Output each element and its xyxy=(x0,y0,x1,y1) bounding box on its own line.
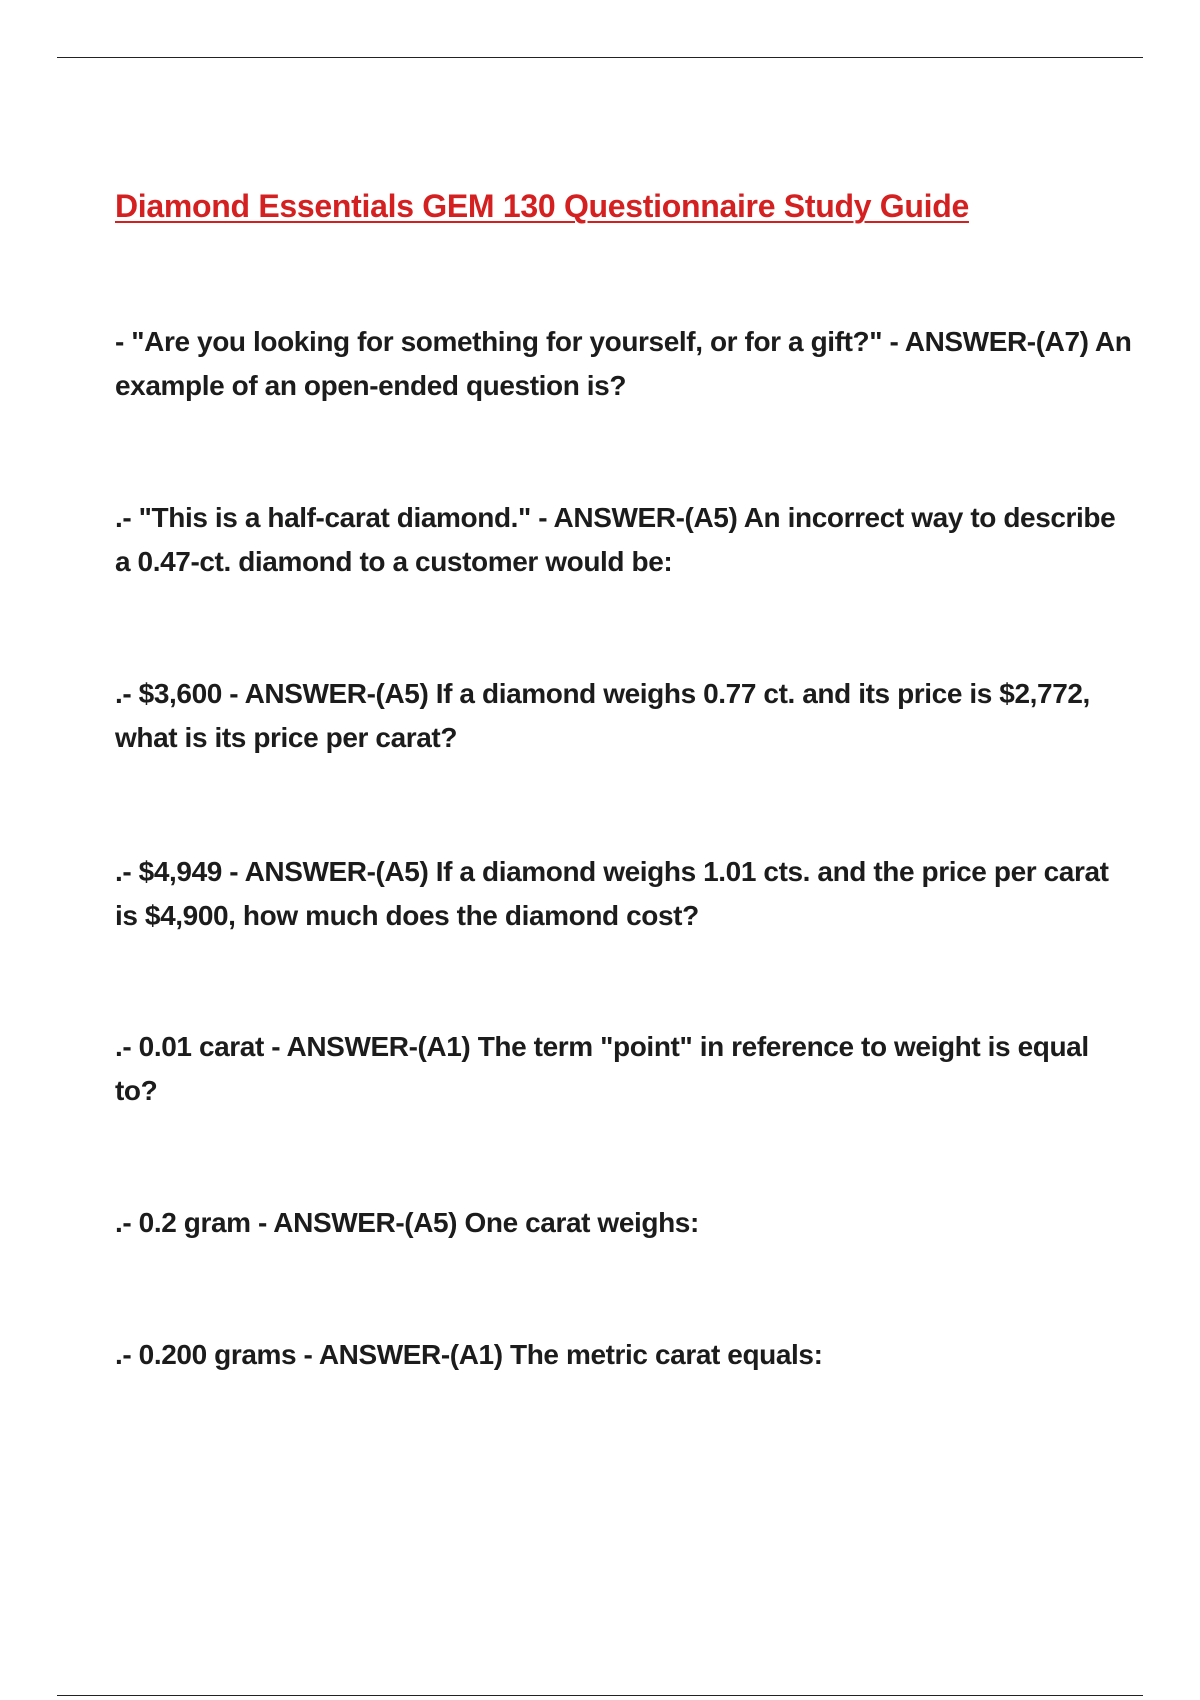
qa-item-7: .- 0.200 grams - ANSWER-(A1) The metric carat equals: xyxy=(115,1339,823,1370)
header-rule xyxy=(57,57,1143,58)
qa-item-6: .- 0.2 gram - ANSWER-(A5) One carat weighs: xyxy=(115,1207,699,1238)
document-title: Diamond Essentials GEM 130 Questionnaire Study Guide xyxy=(115,188,969,224)
qa-item-5: .- 0.01 carat - ANSWER-(A1) The term "point" in reference to weight is equal to? xyxy=(115,1031,1089,1106)
qa-item-1: - "Are you looking for something for yourself, or for a gift?" - ANSWER-(A7) An example of an open-ended question is? xyxy=(115,326,1132,401)
footer-rule xyxy=(57,1695,1143,1696)
qa-item-4: .- $4,949 - ANSWER-(A5) If a diamond weighs 1.01 cts. and the price per carat is $4,900, how much does the diamond cost? xyxy=(115,856,1109,931)
qa-item-2: .- "This is a half-carat diamond." - ANSWER-(A5) An incorrect way to describe a 0.47-ct. diamond to a customer would be: xyxy=(115,502,1116,577)
qa-item-3: .- $3,600 - ANSWER-(A5) If a diamond weighs 0.77 ct. and its price is $2,772, what is its price per carat? xyxy=(115,678,1090,753)
